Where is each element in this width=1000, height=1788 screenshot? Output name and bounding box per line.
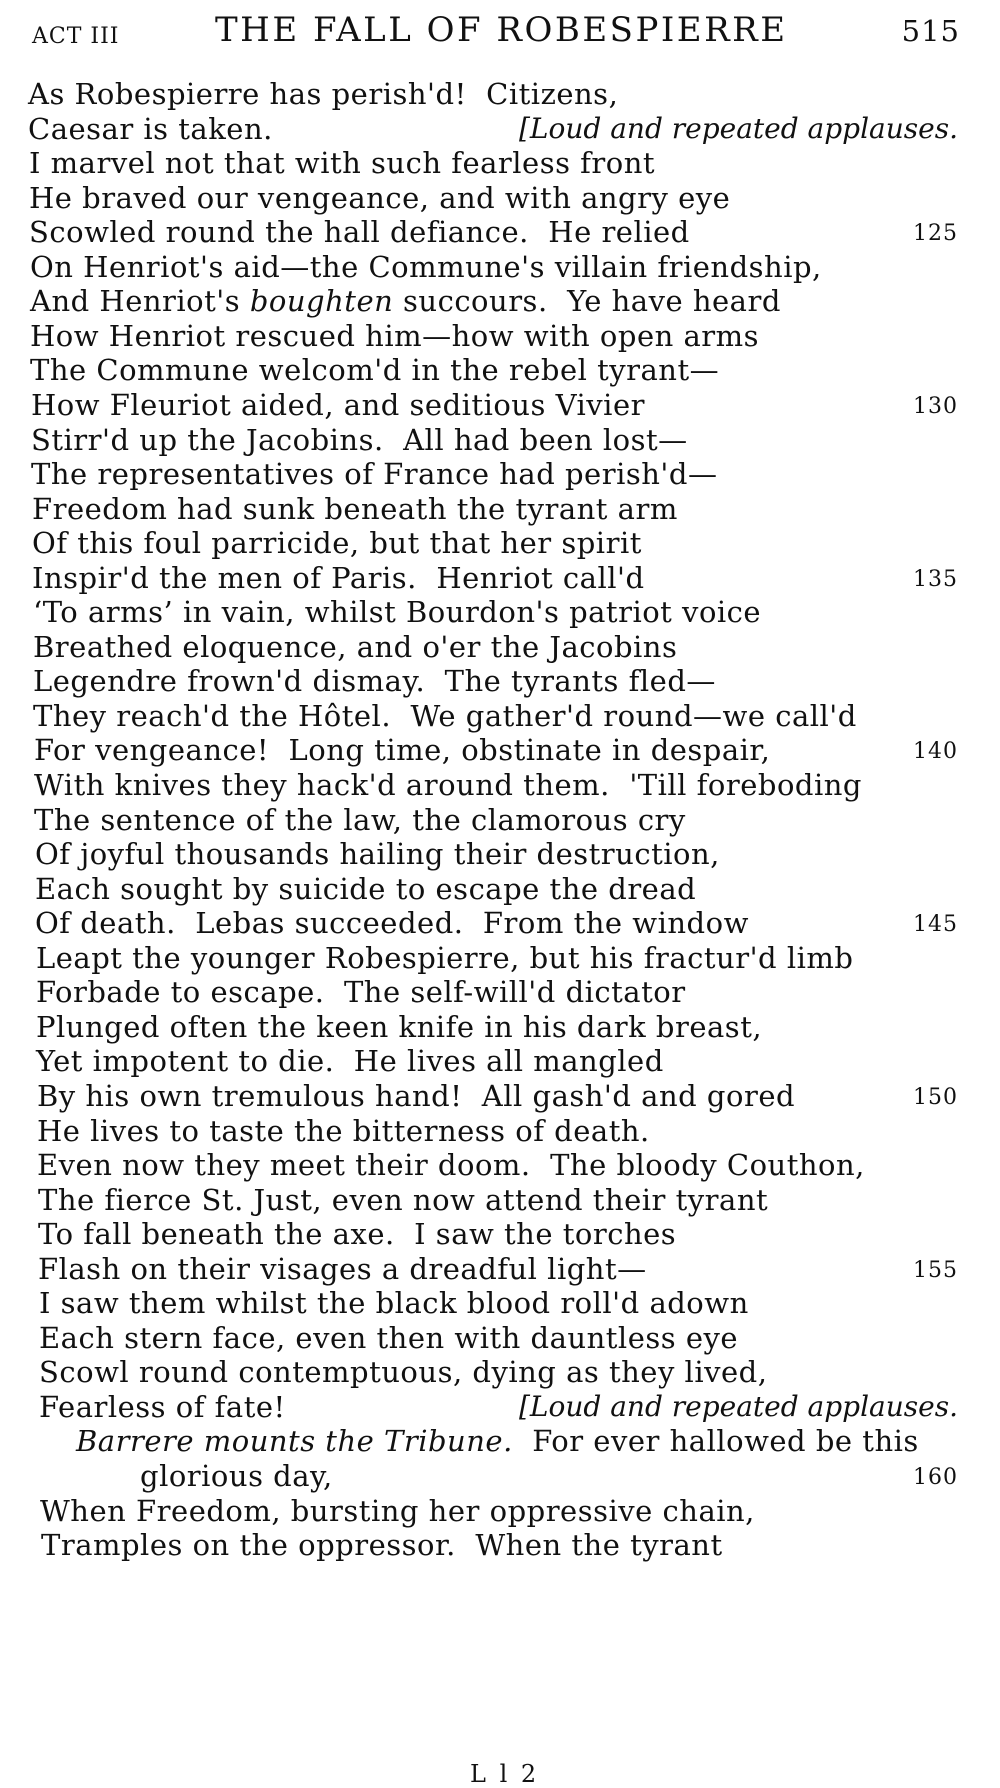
stage-direction: [Loud and repeated applauses.	[518, 1390, 958, 1423]
verse-text: How Henriot rescued him—how with open arms	[30, 319, 760, 353]
verse-line	[36, 1009, 762, 1045]
verse-line	[34, 767, 862, 803]
act-label: ACT III	[32, 24, 120, 49]
verse-line	[37, 1113, 650, 1149]
verse-text: Stirr'd up the Jacobins. All had been lost—	[31, 423, 688, 457]
verse-text: The Commune welcom'd in the rebel tyrant—	[30, 353, 720, 387]
page-number: 515	[901, 14, 960, 48]
verse-text: Leapt the younger Robespierre, but his fractur'd limb	[36, 941, 854, 975]
verse-line	[39, 1285, 749, 1321]
verse-text: Caesar is taken.	[28, 112, 273, 146]
verse-text: And Henriot's	[30, 284, 250, 318]
verse-text: Of death. Lebas succeeded. From the window	[35, 906, 749, 940]
line-number: 155	[913, 1258, 958, 1283]
verse-text: With knives they hack'd around them. 'Till foreboding	[34, 768, 862, 802]
verse-line	[31, 422, 688, 458]
verse-text: I saw them whilst the black blood roll'd adown	[39, 1286, 749, 1320]
verse-line	[30, 249, 822, 285]
verse-text: Scowled round the hall defiance. He relied	[29, 215, 690, 249]
verse-line	[29, 214, 690, 250]
verse-line	[30, 318, 759, 354]
running-head	[30, 6, 960, 56]
verse-text: Of this foul parricide, but that her spirit	[32, 526, 642, 560]
verse-text: He braved our vengeance, and with angry eye	[29, 181, 731, 215]
verse-text: The fierce St. Just, even now attend their tyrant	[38, 1183, 769, 1217]
verse-text: Breathed eloquence, and o'er the Jacobins	[33, 630, 678, 664]
verse-text: Fearless of fate!	[39, 1390, 286, 1424]
verse-text: Even now they meet their doom. The bloody Couthon,	[37, 1148, 865, 1182]
verse-line	[32, 525, 642, 561]
verse-text: On Henriot's aid—the Commune's villain friendship,	[30, 250, 822, 284]
verse-line	[33, 594, 761, 630]
verse-text: As Robespierre has perish'd! Citizens,	[28, 77, 619, 111]
verse-line	[140, 1458, 333, 1494]
line-number: 145	[913, 912, 958, 937]
verse-line	[38, 1182, 768, 1218]
verse-text: Yet impotent to die. He lives all mangled	[36, 1044, 664, 1078]
verse-line	[35, 905, 749, 941]
verse-text: Freedom had sunk beneath the tyrant arm	[32, 492, 678, 526]
verse-line	[33, 698, 857, 734]
verse-line	[33, 663, 716, 699]
line-number: 135	[913, 567, 958, 592]
verse-text: For vengeance! Long time, obstinate in despair,	[34, 733, 771, 767]
verse-text: Scowl round contemptuous, dying as they lived,	[39, 1355, 768, 1389]
signature-mark: L l 2	[470, 1760, 540, 1788]
verse-text: Of joyful thousands hailing their destruction,	[35, 837, 720, 871]
verse-line	[29, 145, 655, 181]
verse-line	[38, 1216, 676, 1252]
verse-text: The representatives of France had perish'd—	[31, 457, 718, 491]
italic-text: boughten	[249, 284, 394, 318]
line-number: 125	[913, 221, 958, 246]
verse-text: To fall beneath the axe. I saw the torches	[38, 1217, 677, 1251]
verse-text: He lives to taste the bitterness of death.	[37, 1114, 650, 1148]
verse-line	[35, 871, 696, 907]
verse-text: When Freedom, bursting her oppressive chain,	[40, 1494, 755, 1528]
verse-text: Each stern face, even then with dauntless eye	[39, 1321, 739, 1355]
verse-text: They reach'd the Hôtel. We gather'd round—we call'd	[33, 699, 857, 733]
verse-text-cont: For ever hallowed be this	[512, 1424, 919, 1458]
verse-line	[28, 111, 273, 147]
verse-line	[31, 387, 645, 423]
verse-line	[34, 802, 686, 838]
verse-line	[39, 1354, 767, 1390]
verse-line	[32, 560, 645, 596]
verse-line	[36, 974, 686, 1010]
verse-text-cont: succours. Ye have heard	[393, 284, 781, 318]
verse-text: The sentence of the law, the clamorous cry	[34, 803, 686, 837]
verse-line	[38, 1251, 647, 1287]
verse-text: ‘To arms’ in vain, whilst Bourdon's patriot voice	[33, 595, 762, 629]
verse-line	[37, 1147, 865, 1183]
verse-line	[32, 491, 678, 527]
verse-text: I marvel not that with such fearless front	[29, 146, 656, 180]
verse-line	[28, 76, 618, 112]
verse-text: Tramples on the oppressor. When the tyrant	[41, 1528, 723, 1562]
stage-direction: [Loud and repeated applauses.	[518, 112, 958, 145]
verse-line	[31, 456, 717, 492]
line-number: 150	[913, 1085, 958, 1110]
verse-text: Flash on their visages a dreadful light—	[38, 1252, 647, 1286]
line-number: 140	[913, 739, 958, 764]
verse-line	[36, 1043, 664, 1079]
verse-text: Each sought by suicide to escape the dread	[35, 872, 697, 906]
verse-line	[41, 1527, 723, 1563]
verse-line	[37, 1078, 795, 1114]
verse-line	[29, 180, 730, 216]
verse-line	[35, 836, 720, 872]
verse-text: Forbade to escape. The self-will'd dictator	[36, 975, 686, 1009]
verse-text: Legendre frown'd dismay. The tyrants fled—	[33, 664, 716, 698]
verse-text: How Fleuriot aided, and seditious Vivier	[31, 388, 645, 422]
verse-line	[33, 629, 677, 665]
verse-line	[30, 352, 719, 388]
verse-line	[34, 732, 770, 768]
line-number: 160	[913, 1465, 958, 1490]
verse-line	[36, 940, 853, 976]
page-title: THE FALL OF ROBESPIERRE	[215, 10, 788, 50]
verse-text: Plunged often the keen knife in his dark breast,	[36, 1010, 763, 1044]
italic-text: Barrere mounts the Tribune.	[76, 1424, 513, 1458]
verse-line	[76, 1423, 919, 1459]
verse-line	[30, 283, 781, 319]
line-number: 130	[913, 394, 958, 419]
verse-text: Inspir'd the men of Paris. Henriot call'd	[32, 561, 645, 595]
verse-text: glorious day,	[140, 1459, 333, 1493]
verse-text: By his own tremulous hand! All gash'd and gored	[37, 1079, 796, 1113]
verse-line	[40, 1493, 755, 1529]
verse-line	[39, 1320, 738, 1356]
verse-line	[39, 1389, 286, 1425]
